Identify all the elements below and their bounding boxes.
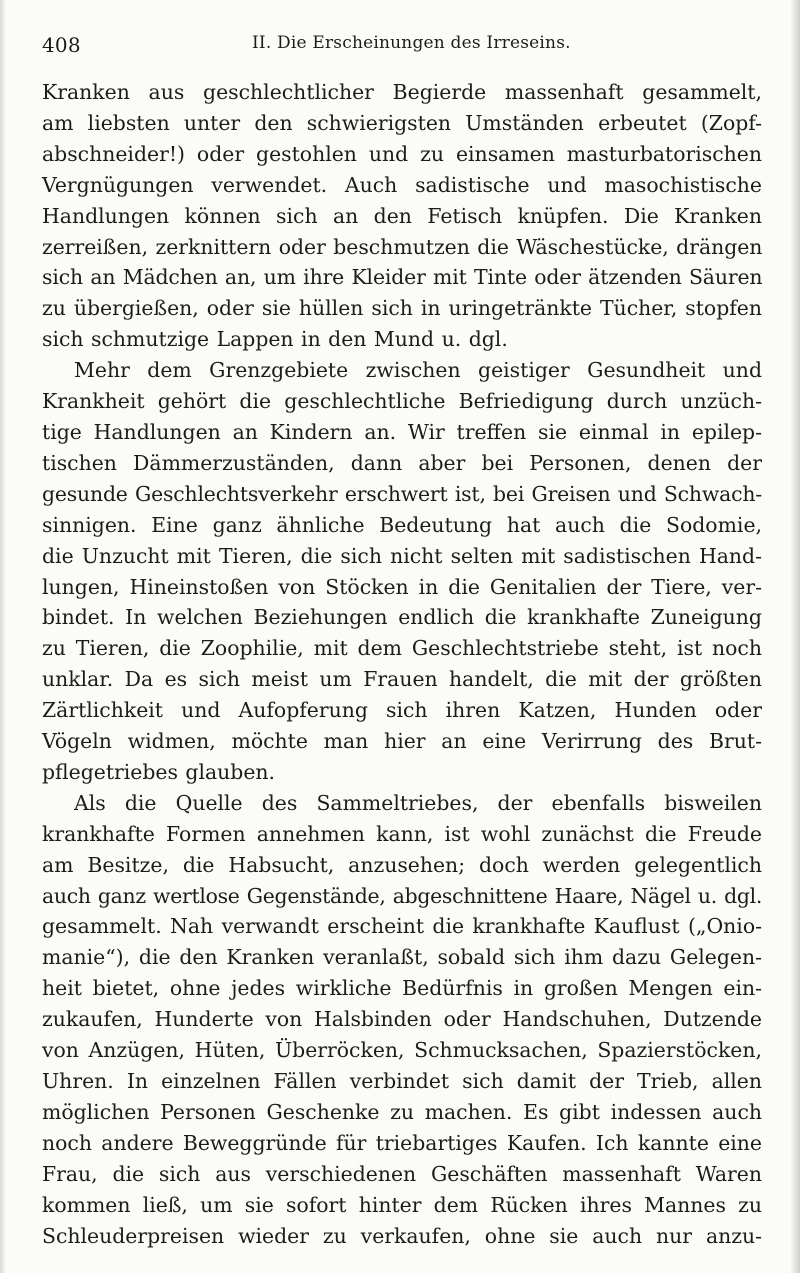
body-text xyxy=(42,77,762,1251)
running-title: II. Die Erscheinungen des Irreseins. xyxy=(252,33,571,53)
text-line: auch ganz wertlose Gegenstände, abgeschnittene Haare, Nägel u. dgl. xyxy=(42,883,763,908)
text-line: unklar. Da es sich meist um Frauen handelt, die mit der größten xyxy=(42,667,762,692)
paragraph-2 xyxy=(42,355,762,788)
text-line: zu übergießen, oder sie hüllen sich in uringetränkte Tücher, stopfen xyxy=(42,296,762,321)
text-line: Vergnügungen verwendet. Auch sadistische und masochistische xyxy=(42,172,762,197)
text-line: manie“), die den Kranken veranlaßt, sobald sich ihm dazu Gelegen- xyxy=(42,945,762,970)
text-line: sinnigen. Eine ganz ähnliche Bedeutung hat auch die Sodomie, xyxy=(42,512,762,537)
text-line: noch andere Beweggründe für triebartiges Kaufen. Ich kannte eine xyxy=(42,1130,762,1155)
text-line: tischen Dämmerzuständen, dann aber bei Personen, denen der xyxy=(42,450,762,475)
text-line: heit bietet, ohne jedes wirkliche Bedürfnis in großen Mengen ein- xyxy=(42,976,762,1001)
paragraph-3 xyxy=(42,788,762,1252)
running-head xyxy=(42,28,747,58)
paragraph-1 xyxy=(42,77,762,355)
scan-shadow-left xyxy=(0,0,6,1273)
scan-shadow-right xyxy=(790,0,800,1273)
text-line: von Anzügen, Hüten, Überröcken, Schmucksachen, Spazierstöcken, xyxy=(42,1038,762,1063)
text-line: lungen, Hineinstoßen von Stöcken in die Genitalien der Tiere, ver- xyxy=(42,574,762,599)
text-line: pflegetriebes glauben. xyxy=(42,759,276,784)
text-line: Handlungen können sich an den Fetisch knüpfen. Die Kranken xyxy=(42,203,762,228)
text-line: abschneider!) oder gestohlen und zu einsamen masturbatorischen xyxy=(42,141,762,166)
text-line: Zärtlichkeit und Aufopferung sich ihren Katzen, Hunden oder xyxy=(42,698,762,723)
text-line: kommen ließ, um sie sofort hinter dem Rücken ihres Mannes zu xyxy=(42,1192,762,1217)
text-line: zu Tieren, die Zoophilie, mit dem Geschlechtstriebe steht, ist noch xyxy=(42,636,762,661)
text-line: sich schmutzige Lappen in den Mund u. dgl. xyxy=(42,327,508,352)
text-line: gesammelt. Nah verwandt erscheint die krankhafte Kauflust („Onio- xyxy=(42,914,762,939)
text-line: Schleuderpreisen wieder zu verkaufen, ohne sie auch nur anzu- xyxy=(42,1223,762,1248)
text-line: Kranken aus geschlechtlicher Begierde massenhaft gesammelt, xyxy=(42,80,762,104)
text-line: Krankheit gehört die geschlechtliche Befriedigung durch unzüch- xyxy=(42,389,762,414)
text-line: möglichen Personen Geschenke zu machen. Es gibt indessen auch xyxy=(42,1099,762,1124)
text-line: Mehr dem Grenzgebiete zwischen geistiger Gesundheit und xyxy=(74,358,762,383)
text-line: sich an Mädchen an, um ihre Kleider mit Tinte oder ätzenden Säuren xyxy=(42,265,763,290)
page-number: 408 xyxy=(42,33,81,57)
text-line: die Unzucht mit Tieren, die sich nicht selten mit sadistischen Hand- xyxy=(42,543,762,568)
text-line: Frau, die sich aus verschiedenen Geschäften massenhaft Waren xyxy=(42,1161,762,1186)
text-line: am Besitze, die Habsucht, anzusehen; doch werden gelegentlich xyxy=(42,852,762,877)
text-line: gesunde Geschlechtsverkehr erschwert ist, bei Greisen und Schwach- xyxy=(42,481,762,506)
text-line: bindet. In welchen Beziehungen endlich die krankhafte Zuneigung xyxy=(42,605,762,630)
text-line: Als die Quelle des Sammeltriebes, der ebenfalls bisweilen xyxy=(74,790,762,815)
text-line: am liebsten unter den schwierigsten Umständen erbeutet (Zopf- xyxy=(42,110,762,135)
text-line: zukaufen, Hunderte von Halsbinden oder Handschuhen, Dutzende xyxy=(42,1007,762,1032)
text-line: zerreißen, zerknittern oder beschmutzen die Wäschestücke, drängen xyxy=(42,234,763,259)
text-line: krankhafte Formen annehmen kann, ist wohl zunächst die Freude xyxy=(42,821,762,846)
text-line: tige Handlungen an Kindern an. Wir treffen sie einmal in epilep- xyxy=(42,419,762,444)
text-line: Uhren. In einzelnen Fällen verbindet sich damit der Trieb, allen xyxy=(42,1069,762,1093)
text-line: Vögeln widmen, möchte man hier an eine Verirrung des Brut- xyxy=(42,729,762,754)
